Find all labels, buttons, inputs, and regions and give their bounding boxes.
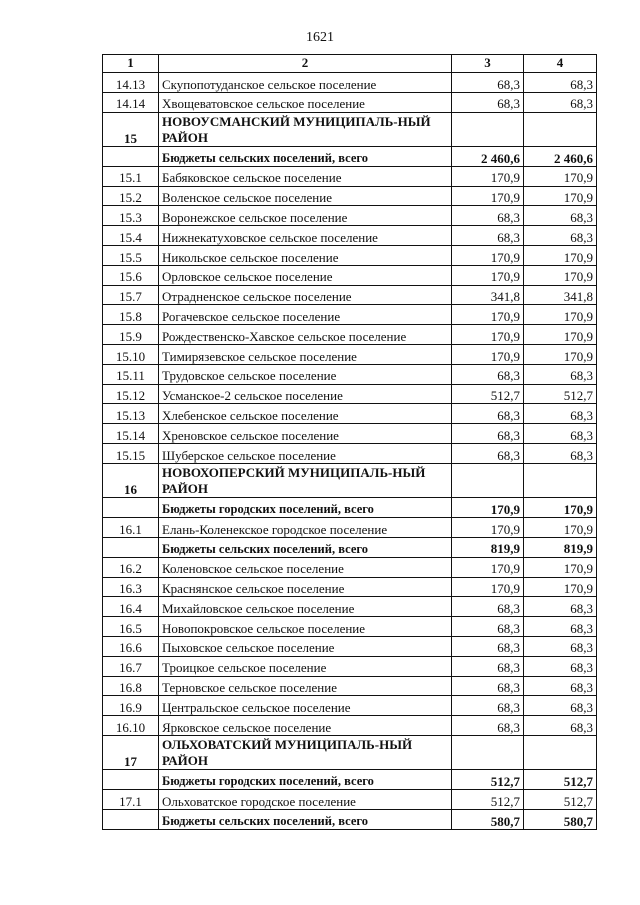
district-row — [103, 112, 597, 147]
value-col4: 68,3 — [524, 716, 597, 736]
value-col3: 68,3 — [452, 636, 524, 656]
value-col4: 170,9 — [524, 557, 597, 577]
value-col3: 68,3 — [452, 73, 524, 93]
table-row — [103, 226, 597, 246]
value-col3: 341,8 — [452, 285, 524, 305]
settlement-name: Орловское сельское поселение — [159, 265, 452, 285]
district-row — [103, 463, 597, 498]
value-col3: 819,9 — [452, 537, 524, 557]
value-col4: 170,9 — [524, 577, 597, 597]
value-col4: 68,3 — [524, 226, 597, 246]
row-number: 15.13 — [103, 404, 159, 424]
value-col3: 68,3 — [452, 364, 524, 384]
value-col3: 170,9 — [452, 186, 524, 206]
value-col3: 170,9 — [452, 557, 524, 577]
settlement-name: Пыховское сельское поселение — [159, 636, 452, 656]
value-col3: 512,7 — [452, 770, 524, 790]
row-number: 15.14 — [103, 424, 159, 444]
empty-cell — [452, 112, 524, 147]
row-number: 15.7 — [103, 285, 159, 305]
value-col4: 68,3 — [524, 597, 597, 617]
district-name: НОВОХОПЕРСКИЙ МУНИЦИПАЛЬ-НЫЙ РАЙОН — [159, 463, 452, 498]
table-row — [103, 186, 597, 206]
table-row — [103, 696, 597, 716]
row-number: 16.1 — [103, 518, 159, 538]
row-number: 15 — [103, 112, 159, 147]
table-row — [103, 285, 597, 305]
settlement-name: Хлебенское сельское поселение — [159, 404, 452, 424]
table-row — [103, 364, 597, 384]
subtotal-row — [103, 537, 597, 557]
table-row — [103, 676, 597, 696]
value-col3: 68,3 — [452, 716, 524, 736]
settlement-name: Отрадненское сельское поселение — [159, 285, 452, 305]
subtotal-row — [103, 147, 597, 167]
table-row — [103, 92, 597, 112]
settlement-name: Ольховатское городское поселение — [159, 790, 452, 810]
value-col4: 170,9 — [524, 345, 597, 365]
settlement-name: Трудовское сельское поселение — [159, 364, 452, 384]
row-number: 15.15 — [103, 444, 159, 464]
value-col4: 512,7 — [524, 790, 597, 810]
settlement-name: Нижнекатуховское сельское поселение — [159, 226, 452, 246]
subtotal-label: Бюджеты городских поселений, всего — [159, 770, 452, 790]
settlement-name: Краснянское сельское поселение — [159, 577, 452, 597]
row-number: 16.8 — [103, 676, 159, 696]
row-number: 16.5 — [103, 617, 159, 637]
settlement-name: Михайловское сельское поселение — [159, 597, 452, 617]
budget-table — [102, 54, 597, 830]
row-number: 14.13 — [103, 73, 159, 93]
subtotal-row — [103, 810, 597, 830]
table-row — [103, 790, 597, 810]
table-row — [103, 305, 597, 325]
value-col4: 68,3 — [524, 617, 597, 637]
empty-cell — [103, 810, 159, 830]
table-row — [103, 577, 597, 597]
settlement-name: Воронежское сельское поселение — [159, 206, 452, 226]
row-number: 15.8 — [103, 305, 159, 325]
value-col4: 68,3 — [524, 676, 597, 696]
value-col4: 68,3 — [524, 364, 597, 384]
settlement-name: Рождественско-Хавское сельское поселение — [159, 325, 452, 345]
row-number: 16.4 — [103, 597, 159, 617]
value-col4: 512,7 — [524, 384, 597, 404]
value-col4: 170,9 — [524, 186, 597, 206]
settlement-name: Шуберское сельское поселение — [159, 444, 452, 464]
table-row — [103, 617, 597, 637]
row-number: 16.2 — [103, 557, 159, 577]
row-number: 15.12 — [103, 384, 159, 404]
settlement-name: Коленовское сельское поселение — [159, 557, 452, 577]
value-col4: 68,3 — [524, 636, 597, 656]
row-number: 14.14 — [103, 92, 159, 112]
settlement-name: Воленское сельское поселение — [159, 186, 452, 206]
value-col4: 68,3 — [524, 656, 597, 676]
table-row — [103, 444, 597, 464]
row-number: 16.3 — [103, 577, 159, 597]
subtotal-label: Бюджеты городских поселений, всего — [159, 498, 452, 518]
value-col4: 68,3 — [524, 424, 597, 444]
value-col3: 68,3 — [452, 444, 524, 464]
table-row — [103, 345, 597, 365]
district-name: НОВОУСМАНСКИЙ МУНИЦИПАЛЬ-НЫЙ РАЙОН — [159, 112, 452, 147]
row-number: 15.10 — [103, 345, 159, 365]
table-row — [103, 518, 597, 538]
row-number: 15.9 — [103, 325, 159, 345]
settlement-name: Бабяковское сельское поселение — [159, 166, 452, 186]
table-header-row — [103, 55, 597, 73]
table-row — [103, 325, 597, 345]
value-col4: 170,9 — [524, 246, 597, 266]
table-row — [103, 206, 597, 226]
value-col3: 170,9 — [452, 265, 524, 285]
table-row — [103, 716, 597, 736]
district-name: ОЛЬХОВАТСКИЙ МУНИЦИПАЛЬ-НЫЙ РАЙОН — [159, 735, 452, 770]
value-col4: 68,3 — [524, 404, 597, 424]
empty-cell — [103, 537, 159, 557]
settlement-name: Скупопотуданское сельское поселение — [159, 73, 452, 93]
row-number: 16.10 — [103, 716, 159, 736]
value-col3: 170,9 — [452, 246, 524, 266]
column-header: 1 — [103, 55, 159, 73]
row-number: 17.1 — [103, 790, 159, 810]
settlement-name: Хвощеватовское сельское поселение — [159, 92, 452, 112]
settlement-name: Новопокровское сельское поселение — [159, 617, 452, 637]
column-header: 4 — [524, 55, 597, 73]
value-col3: 170,9 — [452, 577, 524, 597]
settlement-name: Никольское сельское поселение — [159, 246, 452, 266]
subtotal-row — [103, 498, 597, 518]
value-col4: 341,8 — [524, 285, 597, 305]
row-number: 15.6 — [103, 265, 159, 285]
value-col4: 68,3 — [524, 92, 597, 112]
empty-cell — [103, 498, 159, 518]
value-col4: 68,3 — [524, 206, 597, 226]
value-col4: 819,9 — [524, 537, 597, 557]
value-col3: 170,9 — [452, 325, 524, 345]
empty-cell — [103, 770, 159, 790]
value-col3: 170,9 — [452, 345, 524, 365]
value-col4: 2 460,6 — [524, 147, 597, 167]
value-col3: 68,3 — [452, 92, 524, 112]
empty-cell — [103, 147, 159, 167]
row-number: 15.5 — [103, 246, 159, 266]
table-row — [103, 404, 597, 424]
table-row — [103, 557, 597, 577]
column-header: 3 — [452, 55, 524, 73]
table-row — [103, 636, 597, 656]
empty-cell — [524, 112, 597, 147]
value-col4: 68,3 — [524, 696, 597, 716]
value-col4: 580,7 — [524, 810, 597, 830]
table-body — [103, 55, 597, 830]
settlement-name: Троицкое сельское поселение — [159, 656, 452, 676]
value-col4: 512,7 — [524, 770, 597, 790]
value-col3: 68,3 — [452, 226, 524, 246]
page-number: 1621 — [306, 30, 334, 45]
settlement-name: Усманское-2 сельское поселение — [159, 384, 452, 404]
value-col4: 68,3 — [524, 444, 597, 464]
value-col3: 68,3 — [452, 597, 524, 617]
table-row — [103, 166, 597, 186]
value-col4: 170,9 — [524, 305, 597, 325]
subtotal-label: Бюджеты сельских поселений, всего — [159, 147, 452, 167]
row-number: 17 — [103, 735, 159, 770]
value-col3: 68,3 — [452, 206, 524, 226]
row-number: 15.3 — [103, 206, 159, 226]
value-col3: 68,3 — [452, 676, 524, 696]
table-row — [103, 265, 597, 285]
row-number: 15.4 — [103, 226, 159, 246]
value-col3: 68,3 — [452, 424, 524, 444]
value-col3: 68,3 — [452, 696, 524, 716]
row-number: 15.2 — [103, 186, 159, 206]
value-col4: 170,9 — [524, 498, 597, 518]
row-number: 15.1 — [103, 166, 159, 186]
table-row — [103, 246, 597, 266]
table-row — [103, 73, 597, 93]
row-number: 16 — [103, 463, 159, 498]
district-row — [103, 735, 597, 770]
value-col3: 2 460,6 — [452, 147, 524, 167]
empty-cell — [524, 735, 597, 770]
settlement-name: Рогачевское сельское поселение — [159, 305, 452, 325]
subtotal-row — [103, 770, 597, 790]
value-col4: 170,9 — [524, 518, 597, 538]
table-row — [103, 384, 597, 404]
value-col3: 68,3 — [452, 617, 524, 637]
settlement-name: Ярковское сельское поселение — [159, 716, 452, 736]
value-col4: 170,9 — [524, 265, 597, 285]
value-col3: 170,9 — [452, 305, 524, 325]
settlement-name: Тимирязевское сельское поселение — [159, 345, 452, 365]
value-col3: 512,7 — [452, 384, 524, 404]
row-number: 16.9 — [103, 696, 159, 716]
table-row — [103, 656, 597, 676]
subtotal-label: Бюджеты сельских поселений, всего — [159, 537, 452, 557]
table-row — [103, 597, 597, 617]
value-col4: 170,9 — [524, 325, 597, 345]
settlement-name: Центральское сельское поселение — [159, 696, 452, 716]
value-col3: 170,9 — [452, 518, 524, 538]
value-col4: 170,9 — [524, 166, 597, 186]
row-number: 16.7 — [103, 656, 159, 676]
settlement-name: Хреновское сельское поселение — [159, 424, 452, 444]
empty-cell — [524, 463, 597, 498]
table-row — [103, 424, 597, 444]
empty-cell — [452, 735, 524, 770]
value-col3: 580,7 — [452, 810, 524, 830]
value-col3: 170,9 — [452, 498, 524, 518]
settlement-name: Терновское сельское поселение — [159, 676, 452, 696]
subtotal-label: Бюджеты сельских поселений, всего — [159, 810, 452, 830]
value-col3: 512,7 — [452, 790, 524, 810]
row-number: 16.6 — [103, 636, 159, 656]
column-header: 2 — [159, 55, 452, 73]
settlement-name: Елань-Коленекское городское поселение — [159, 518, 452, 538]
row-number: 15.11 — [103, 364, 159, 384]
value-col3: 68,3 — [452, 656, 524, 676]
value-col3: 170,9 — [452, 166, 524, 186]
empty-cell — [452, 463, 524, 498]
value-col4: 68,3 — [524, 73, 597, 93]
value-col3: 68,3 — [452, 404, 524, 424]
